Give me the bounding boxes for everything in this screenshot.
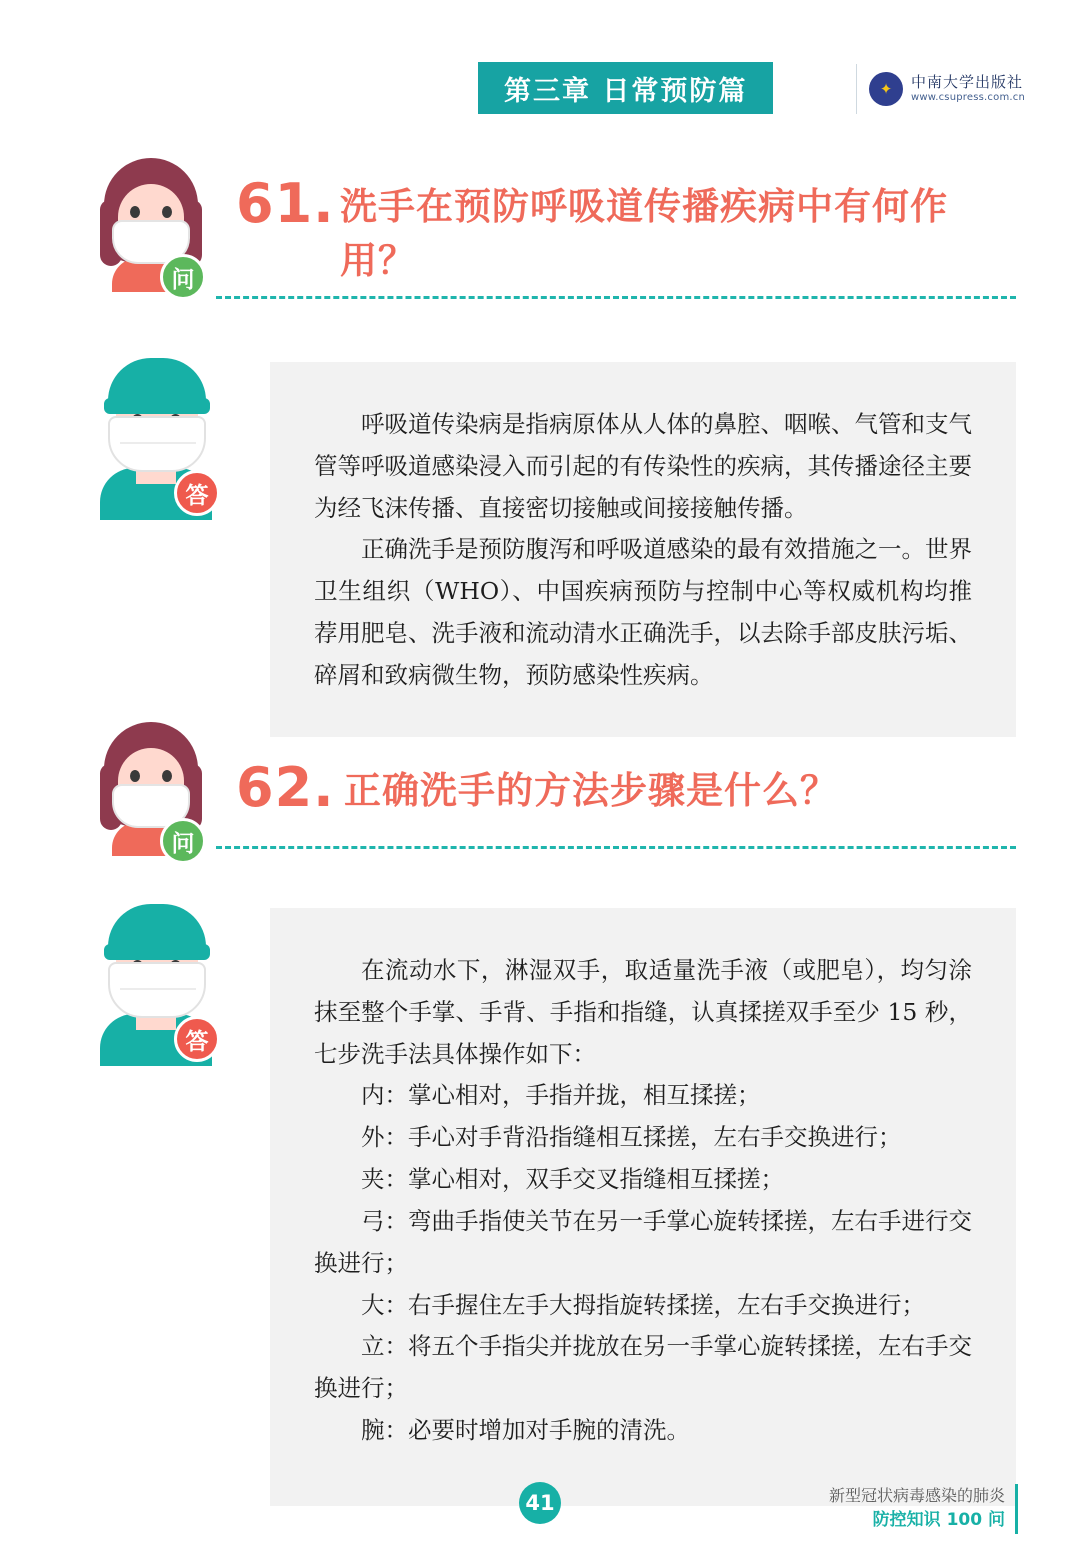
divider-62 [216, 846, 1016, 849]
question-number-61: 61. [236, 172, 335, 235]
book-title-footer [829, 1484, 1018, 1534]
answer-step: 弓：弯曲手指使关节在另一手掌心旋转揉搓，左右手进行交换进行； [314, 1206, 972, 1277]
question-title-62: 正确洗手的方法步骤是什么？ [344, 769, 838, 812]
answer-badge-62: 答 [174, 1016, 220, 1062]
publisher-url: www.csupress.com.cn [911, 92, 1026, 104]
book-title-line2: 防控知识 100 问 [872, 1510, 1005, 1530]
answer-badge-61: 答 [174, 470, 220, 516]
publisher-block [856, 64, 1025, 114]
publisher-name: 中南大学出版社 [911, 73, 1024, 92]
answer-step: 立：将五个手指尖并拢放在另一手掌心旋转揉搓，左右手交换进行； [314, 1332, 972, 1403]
page-number: 41 [519, 1482, 561, 1524]
question-avatar [96, 158, 206, 293]
question-badge: 问 [160, 254, 206, 300]
answer-step: 内：掌心相对，手指并拢，相互揉搓； [361, 1081, 761, 1110]
question-number-62: 62. [236, 756, 335, 819]
answer-step: 夹：掌心相对，双手交叉指缝相互揉搓； [361, 1165, 784, 1194]
answer-paragraph: 正确洗手是预防腹泻和呼吸道感染的最有效措施之一。世界卫生组织（WHO）、中国疾病预防与控制中心等权威机构均推荐用肥皂、洗手液和流动清水正确洗手，以去除手部皮肤污垢、碎屑和致病微生物，预防感染性疾病。 [314, 535, 972, 689]
answer-avatar-62 [90, 904, 220, 1064]
question-title-61: 洗手在预防呼吸道传播疾病中有何作用？ [340, 185, 948, 282]
book-title-line1: 新型冠状病毒感染的肺炎 [828, 1486, 1005, 1505]
answer-panel-61 [270, 362, 1016, 737]
question-badge-62: 问 [160, 818, 206, 864]
university-seal-icon: ✦ [869, 72, 903, 106]
divider-61 [216, 296, 1016, 299]
answer-step: 腕：必要时增加对手腕的清洗。 [361, 1416, 690, 1445]
answer-avatar-61 [90, 358, 220, 518]
question-avatar-62 [96, 722, 206, 857]
answer-step: 外：手心对手背沿指缝相互揉搓，左右手交换进行； [361, 1123, 902, 1152]
answer-panel-62 [270, 908, 1016, 1506]
page-header [0, 62, 1080, 118]
answer-paragraph: 呼吸道传染病是指病原体从人体的鼻腔、咽喉、气管和支气管等呼吸道感染浸入而引起的有传染性的疾病，其传播途径主要为经飞沫传播、直接密切接触或间接接触传播。 [314, 410, 972, 522]
answer-paragraph: 在流动水下，淋湿双手，取适量洗手液（或肥皂），均匀涂抹至整个手掌、手背、手指和指缝，认真揉搓双手至少 15 秒，七步洗手法具体操作如下： [314, 956, 972, 1068]
chapter-title: 第三章 日常预防篇 [478, 62, 773, 114]
answer-step: 大：右手握住左手大拇指旋转揉搓，左右手交换进行； [361, 1290, 925, 1319]
